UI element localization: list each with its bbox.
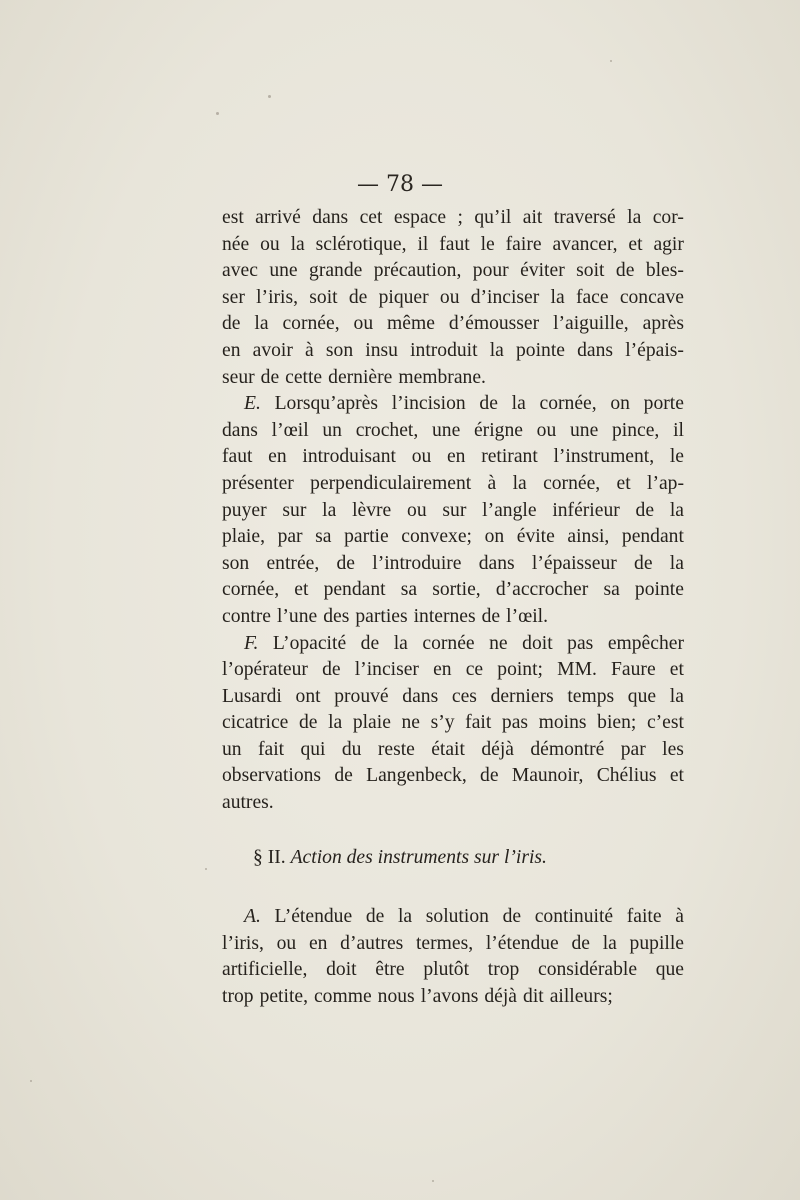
word: il — [417, 233, 429, 255]
word: la — [397, 906, 413, 927]
word: on — [610, 393, 630, 415]
word: ailleurs; — [549, 985, 613, 1007]
word: ou — [439, 286, 460, 308]
word: plaie — [352, 712, 391, 734]
word: de — [634, 552, 653, 574]
word: prouvé — [334, 685, 389, 707]
word: à — [305, 339, 314, 361]
word: crochet, — [355, 419, 419, 441]
word: cornée, — [543, 472, 601, 494]
text-line — [222, 763, 684, 790]
word: ait — [522, 207, 543, 228]
word: trop — [487, 959, 520, 981]
paragraph-a — [222, 904, 684, 1010]
text-line — [222, 790, 684, 817]
word: pas — [567, 632, 594, 654]
word: contre — [222, 605, 271, 627]
word: de — [615, 260, 635, 282]
word: bien; — [597, 712, 637, 734]
word: sur — [442, 499, 467, 521]
word: puyer — [222, 499, 267, 521]
word: d’accrocher — [495, 579, 589, 601]
word: l’iris, — [222, 932, 264, 954]
word: était — [431, 738, 465, 760]
word: l’avons — [420, 985, 479, 1007]
word: une — [431, 419, 461, 441]
word: arrivé — [255, 207, 301, 228]
word: parties — [355, 605, 408, 627]
word: ; — [457, 207, 463, 228]
word: de — [480, 765, 499, 787]
word: l’une — [276, 605, 318, 627]
word: d’émousser — [448, 313, 540, 335]
text-line — [222, 631, 684, 658]
word: observations — [222, 765, 322, 787]
text-line — [222, 577, 684, 604]
word: la — [627, 207, 642, 228]
word: l’iris, — [256, 286, 299, 308]
word: que — [627, 685, 657, 707]
word: et — [628, 233, 643, 255]
word: la — [669, 499, 684, 521]
word: née — [222, 233, 250, 255]
word: pendant — [621, 526, 684, 548]
word: faire — [505, 233, 542, 255]
word: Langenbeck, — [366, 765, 467, 787]
word: ser — [222, 286, 245, 308]
paper-speck — [216, 112, 219, 115]
word: son — [325, 339, 354, 361]
main-text — [222, 205, 684, 817]
word: partie — [344, 526, 389, 548]
word: un — [322, 419, 342, 441]
word: déjà — [484, 985, 518, 1007]
word: précaution, — [373, 260, 462, 282]
word: même — [387, 313, 435, 335]
word: moins — [538, 712, 587, 734]
word: sur — [282, 499, 307, 521]
text-line — [222, 338, 684, 365]
word: de — [334, 765, 353, 787]
text-line — [222, 205, 684, 232]
word: ont — [295, 685, 321, 707]
word: la — [254, 313, 269, 335]
word: l’étendue — [485, 932, 559, 954]
word: ou — [276, 932, 297, 954]
word: insu — [365, 339, 398, 361]
word: avoir — [252, 339, 293, 361]
word: par — [620, 738, 646, 760]
word: plutôt — [423, 959, 470, 981]
word: L’étendue — [274, 906, 353, 927]
word: seur — [222, 366, 255, 388]
word: ce — [465, 659, 484, 681]
text-line — [222, 604, 684, 631]
word: de — [336, 552, 355, 574]
word: trop — [222, 985, 254, 1007]
word: les — [662, 738, 684, 760]
text-line — [222, 551, 684, 578]
paragraph-continuation — [222, 205, 684, 391]
word: l’œil. — [506, 605, 549, 627]
word: sa — [603, 579, 620, 601]
word: internes — [413, 605, 476, 627]
word: par — [277, 526, 303, 548]
word: en — [268, 446, 287, 468]
word: et — [294, 579, 309, 601]
word: de — [481, 605, 501, 627]
word: continuité — [534, 906, 614, 927]
word: en — [433, 659, 452, 681]
word: lèvre — [352, 499, 392, 521]
word: dans — [312, 207, 349, 228]
text-line — [222, 311, 684, 338]
word: ne — [401, 712, 420, 734]
word: porte — [643, 393, 684, 415]
word: pendant — [323, 579, 386, 601]
word: son — [222, 552, 250, 574]
word: l’épaisseur — [531, 552, 617, 574]
text-line — [222, 737, 684, 764]
text-line — [222, 418, 684, 445]
page-number: — 78 — — [357, 172, 443, 197]
word: à — [675, 906, 684, 927]
section-text — [222, 904, 684, 1010]
word: perpendiculairement — [310, 472, 472, 494]
word: cette — [285, 366, 323, 388]
word: ces — [451, 685, 477, 707]
word: la — [550, 286, 565, 308]
word: la — [328, 712, 343, 734]
word: l’introduire — [372, 552, 462, 574]
word: érigne — [473, 419, 523, 441]
word: pour — [472, 260, 509, 282]
word: cornée, — [539, 393, 597, 415]
word: une — [269, 260, 298, 282]
word: pas — [501, 712, 529, 734]
word: un — [222, 738, 242, 760]
word: de — [502, 906, 522, 927]
word: dernière — [328, 366, 393, 388]
word: en — [308, 932, 328, 954]
word: il — [673, 419, 684, 441]
word: entrée, — [266, 552, 320, 574]
word: la — [322, 499, 337, 521]
text-line — [222, 391, 684, 418]
word: sclérotique, — [315, 233, 407, 255]
word: le — [669, 446, 684, 468]
word: la — [393, 632, 408, 654]
word: soit — [309, 286, 338, 308]
word: cor- — [652, 207, 684, 228]
word: de — [348, 286, 368, 308]
text-line — [222, 710, 684, 737]
word: dans — [402, 685, 439, 707]
word: l’ap- — [647, 472, 684, 494]
word: Lusardi — [222, 685, 282, 707]
paper-speck — [432, 1180, 434, 1182]
word: la — [489, 339, 504, 361]
paragraph-marker: F. — [244, 632, 259, 654]
word: Faure — [611, 659, 656, 681]
word: pointe — [634, 579, 684, 601]
word: l’opérateur — [222, 659, 308, 681]
word: de — [298, 712, 318, 734]
word: ainsi, — [567, 526, 610, 548]
word: cornée, — [222, 579, 280, 601]
word: présenter — [222, 472, 294, 494]
word: doit — [522, 632, 553, 654]
word: agir — [653, 233, 684, 255]
word: autres. — [222, 792, 274, 814]
word: introduisant — [302, 446, 396, 468]
word: la — [511, 393, 526, 415]
word: qu’il — [474, 207, 512, 228]
word: on — [484, 526, 505, 548]
word: après — [642, 313, 684, 335]
word: concave — [619, 286, 684, 308]
word: de — [479, 393, 498, 415]
word: temps — [567, 685, 615, 707]
word: face — [575, 286, 609, 308]
word: l’incision — [391, 393, 466, 415]
paragraph-f — [222, 631, 684, 817]
section-heading — [0, 847, 800, 869]
text-line — [222, 444, 684, 471]
text-line — [222, 957, 684, 984]
paragraph-marker: A. — [244, 906, 261, 927]
word: avancer, — [552, 233, 618, 255]
text-line — [222, 258, 684, 285]
word: déjà — [481, 738, 514, 760]
word: ou — [353, 313, 374, 335]
word: Maunoir, — [511, 765, 584, 787]
section-number: § II. — [253, 847, 286, 868]
word: du — [341, 738, 362, 760]
word: considérable — [538, 959, 638, 981]
word: de — [571, 932, 590, 954]
word: grande — [309, 260, 363, 282]
text-line — [222, 524, 684, 551]
word: sa — [315, 526, 332, 548]
word: plaie, — [222, 526, 265, 548]
word: de — [222, 313, 241, 335]
word: ou — [536, 419, 557, 441]
word: la — [669, 552, 684, 574]
word: termes, — [415, 932, 474, 954]
word: piquer — [378, 286, 429, 308]
word: point; — [497, 659, 543, 681]
word: de — [635, 499, 655, 521]
word: avec — [222, 260, 258, 282]
section-title: Action des instruments sur l’iris. — [290, 847, 547, 868]
word: faut — [439, 233, 470, 255]
paper-speck — [268, 95, 271, 98]
word: être — [375, 959, 405, 981]
word: solution — [425, 906, 489, 927]
paper-speck — [30, 1080, 32, 1082]
word: évite — [516, 526, 555, 548]
word: retirant — [481, 446, 538, 468]
word: dans — [577, 339, 614, 361]
word: L’opacité — [272, 632, 347, 654]
word: à — [487, 472, 497, 494]
word: s’y — [430, 712, 455, 734]
word: dans — [222, 419, 258, 441]
word: et — [669, 765, 684, 787]
text-line — [222, 984, 684, 1011]
word: introduit — [410, 339, 478, 361]
word: comme — [313, 985, 372, 1007]
word: l’inciser — [354, 659, 419, 681]
word: fait — [257, 738, 285, 760]
word: MM. — [557, 659, 597, 681]
word: derniers — [490, 685, 554, 707]
word: démontré — [530, 738, 605, 760]
word: l’épais- — [625, 339, 684, 361]
word: pointe — [516, 339, 565, 361]
text-line — [222, 657, 684, 684]
text-line — [222, 471, 684, 498]
word: faite — [626, 906, 662, 927]
word: la — [669, 685, 684, 707]
word: dit — [523, 985, 544, 1007]
text-line — [222, 285, 684, 312]
word: espace — [393, 207, 447, 228]
word: l’aiguille, — [553, 313, 629, 335]
word: et — [669, 659, 684, 681]
paragraph-e — [222, 391, 684, 630]
word: l’angle — [482, 499, 537, 521]
word: dans — [478, 552, 515, 574]
text-line — [222, 931, 684, 958]
word: pupille — [629, 932, 684, 954]
word: de — [260, 366, 280, 388]
word: nous — [377, 985, 415, 1007]
word: faut — [222, 446, 253, 468]
word: éviter — [520, 260, 565, 282]
word: soit — [576, 260, 605, 282]
word: ou — [407, 499, 427, 521]
word: de — [360, 632, 380, 654]
text-line — [222, 365, 684, 392]
word: la — [602, 932, 617, 954]
text-line — [222, 904, 684, 931]
paragraph-marker: E. — [244, 393, 261, 415]
word: cornée, — [282, 313, 340, 335]
word: convexe; — [401, 526, 472, 548]
word: artificielle, — [222, 959, 308, 981]
word: des — [323, 605, 350, 627]
word: reste — [377, 738, 415, 760]
word: Chélius — [596, 765, 657, 787]
word: cornée — [422, 632, 475, 654]
word: Lorsqu’après — [274, 393, 378, 415]
word: en — [446, 446, 466, 468]
word: le — [480, 233, 495, 255]
word: cicatrice — [222, 712, 289, 734]
text-line — [222, 498, 684, 525]
word: bles- — [645, 260, 684, 282]
word: fait — [465, 712, 492, 734]
word: d’inciser — [470, 286, 540, 308]
word: traversé — [553, 207, 616, 228]
word: c’est — [646, 712, 684, 734]
word: la — [512, 472, 527, 494]
text-line — [222, 232, 684, 259]
word: cet — [359, 207, 383, 228]
paper-speck — [610, 60, 612, 62]
word: l’instrument, — [553, 446, 655, 468]
word: la — [290, 233, 305, 255]
word: sortie, — [432, 579, 481, 601]
word: de — [365, 906, 385, 927]
word: empêcher — [607, 632, 684, 654]
word: ne — [489, 632, 508, 654]
word: petite, — [259, 985, 308, 1007]
word: pince, — [612, 419, 660, 441]
text-line — [222, 684, 684, 711]
word: inférieur — [552, 499, 620, 521]
word: est — [222, 207, 244, 228]
word: de — [322, 659, 341, 681]
word: et — [616, 472, 631, 494]
word: l’œil — [271, 419, 309, 441]
word: qui — [300, 738, 326, 760]
word: sa — [400, 579, 418, 601]
word: membrane. — [398, 366, 486, 388]
word: doit — [326, 959, 357, 981]
word: ou — [411, 446, 432, 468]
word: d’autres — [340, 932, 404, 954]
word: ou — [260, 233, 280, 255]
word: en — [222, 339, 241, 361]
word: une — [569, 419, 599, 441]
word: que — [655, 959, 684, 981]
